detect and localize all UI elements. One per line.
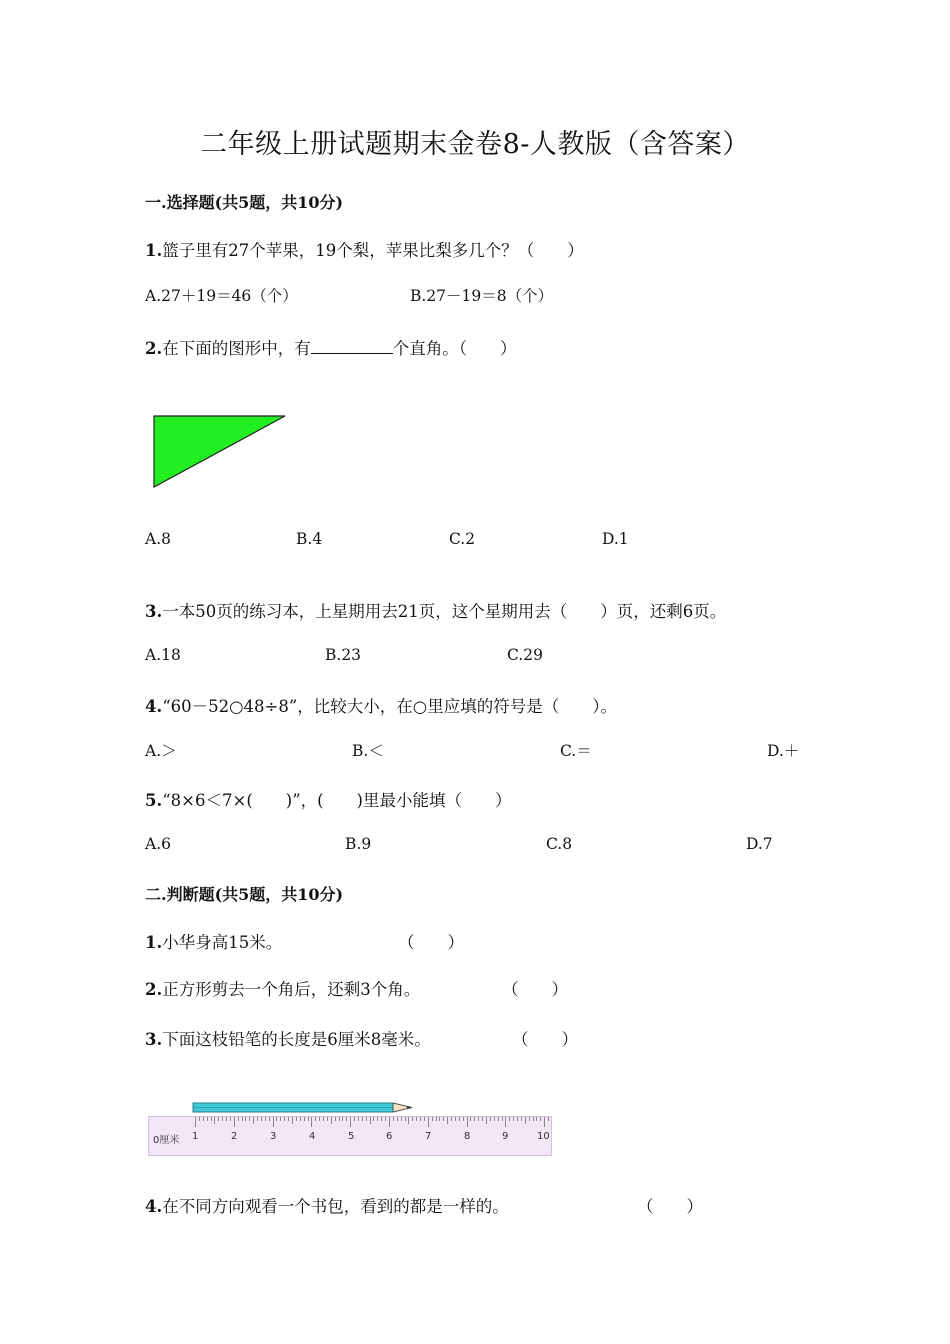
question-number: 3. [145, 1030, 163, 1049]
ruler-tick [420, 1117, 421, 1121]
question-number: 1. [145, 241, 163, 260]
pencil-icon [192, 1100, 422, 1116]
ruler-tick [211, 1117, 212, 1121]
ruler-number: 9 [502, 1131, 509, 1142]
ruler-tick [242, 1117, 243, 1121]
option-d[interactable]: D.1 [602, 530, 629, 548]
question-text: 篮子里有27个苹果，19个梨，苹果比梨多几个？（ ） [162, 241, 584, 260]
question-number: 3. [145, 602, 163, 621]
ruler-tick [517, 1117, 518, 1121]
ruler-tick [486, 1117, 487, 1124]
ruler-tick [311, 1117, 312, 1127]
option-d[interactable]: D.＋ [767, 742, 800, 760]
ruler-tick [393, 1117, 394, 1121]
answer-parentheses[interactable]: （ ） [637, 1197, 703, 1216]
ruler-tick [280, 1117, 281, 1121]
ruler-tick [366, 1117, 367, 1121]
option-b[interactable]: B.4 [296, 530, 323, 548]
judgement-1 [145, 929, 282, 953]
ruler-tick [276, 1117, 277, 1121]
ruler-tick [315, 1117, 316, 1121]
ruler-tick [389, 1117, 390, 1127]
section-heading-judgement: 二.判断题(共5题，共10分) [145, 885, 344, 904]
option-a[interactable]: A.8 [145, 530, 171, 548]
ruler-number: 8 [464, 1131, 471, 1142]
ruler-tick [195, 1117, 196, 1127]
option-a[interactable]: A.6 [145, 835, 171, 853]
ruler-tick [308, 1117, 309, 1121]
ruler-tick [544, 1117, 545, 1127]
ruler-tick [478, 1117, 479, 1121]
ruler-tick [253, 1117, 254, 1124]
ruler-tick [443, 1117, 444, 1121]
judgement-3 [145, 1026, 431, 1050]
ruler-number: 5 [348, 1131, 355, 1142]
ruler-tick [424, 1117, 425, 1121]
question-number: 2. [145, 980, 163, 999]
ruler-tick [490, 1117, 491, 1121]
option-b[interactable]: B.9 [345, 835, 372, 853]
ruler-number: 7 [425, 1131, 432, 1142]
answer-parentheses[interactable]: （ ） [502, 980, 568, 999]
question-number: 1. [145, 933, 163, 952]
answer-parentheses[interactable]: （ ） [398, 933, 464, 952]
section-heading-choice: 一.选择题(共5题，共10分) [145, 193, 344, 212]
ruler-tick [323, 1117, 324, 1121]
ruler-tick [401, 1117, 402, 1121]
question-number: 5. [145, 791, 163, 810]
ruler-tick [416, 1117, 417, 1121]
option-b[interactable]: B.27－19＝8（个） [410, 287, 554, 305]
ruler-tick [412, 1117, 413, 1121]
question-text: 在不同方向观看一个书包，看到的都是一样的。 [162, 1197, 509, 1216]
ruler [148, 1116, 552, 1156]
ruler-tick [525, 1117, 526, 1124]
ruler-tick [540, 1117, 541, 1121]
option-c[interactable]: C.＝ [560, 742, 592, 760]
ruler-tick [304, 1117, 305, 1121]
ruler-label: 0厘米 [153, 1135, 180, 1146]
ruler-tick [502, 1117, 503, 1121]
ruler-tick [373, 1117, 374, 1121]
ruler-number: 6 [386, 1131, 393, 1142]
ruler-tick [319, 1117, 320, 1121]
option-c[interactable]: C.2 [449, 530, 476, 548]
question-text: “60－52○48÷8”，比较大小，在○里应填的符号是（ ）。 [162, 697, 617, 716]
ruler-tick [265, 1117, 266, 1121]
ruler-tick [234, 1117, 235, 1127]
ruler-tick [296, 1117, 297, 1121]
ruler-tick [327, 1117, 328, 1121]
ruler-tick [226, 1117, 227, 1121]
right-triangle-figure [150, 412, 290, 492]
ruler-tick [335, 1117, 336, 1121]
option-c[interactable]: C.29 [507, 646, 543, 664]
ruler-tick [230, 1117, 231, 1121]
ruler-tick [474, 1117, 475, 1121]
question-number: 4. [145, 1197, 163, 1216]
ruler-tick [350, 1117, 351, 1127]
ruler-tick [451, 1117, 452, 1121]
ruler-number: 10 [537, 1131, 550, 1142]
ruler-tick [513, 1117, 514, 1121]
ruler-tick [470, 1117, 471, 1121]
option-b[interactable]: B.23 [325, 646, 362, 664]
ruler-tick [408, 1117, 409, 1124]
ruler-number: 3 [270, 1131, 277, 1142]
ruler-tick [436, 1117, 437, 1121]
option-a[interactable]: A.18 [145, 646, 181, 664]
question-text: 下面这枝铅笔的长度是6厘米8毫米。 [162, 1030, 431, 1049]
option-d[interactable]: D.7 [746, 835, 773, 853]
ruler-tick [273, 1117, 274, 1127]
ruler-tick [222, 1117, 223, 1121]
ruler-tick [385, 1117, 386, 1121]
question-text-before: 在下面的图形中，有 [162, 339, 311, 358]
question-2 [145, 335, 516, 359]
ruler-tick [203, 1117, 204, 1121]
ruler-tick [509, 1117, 510, 1121]
ruler-tick [494, 1117, 495, 1121]
ruler-tick [257, 1117, 258, 1121]
ruler-tick [405, 1117, 406, 1121]
answer-blank [311, 339, 393, 354]
ruler-tick [505, 1117, 506, 1127]
ruler-tick [536, 1117, 537, 1121]
ruler-tick [354, 1117, 355, 1121]
question-number: 4. [145, 697, 163, 716]
question-text: 正方形剪去一个角后，还剩3个角。 [162, 980, 421, 999]
ruler-tick [358, 1117, 359, 1121]
page-title: 二年级上册试题期末金卷8-人教版（含答案） [200, 129, 750, 160]
ruler-tick [269, 1117, 270, 1121]
ruler-tick [292, 1117, 293, 1124]
ruler-tick [362, 1117, 363, 1121]
ruler-number: 2 [231, 1131, 238, 1142]
ruler-tick [346, 1117, 347, 1121]
ruler-tick [397, 1117, 398, 1121]
question-text: “8×6＜7×( )”，( )里最小能填（ ） [162, 791, 512, 810]
ruler-tick [214, 1117, 215, 1124]
ruler-tick [439, 1117, 440, 1121]
ruler-tick [428, 1117, 429, 1127]
green-triangle [154, 416, 285, 487]
option-c[interactable]: C.8 [546, 835, 573, 853]
ruler-tick [455, 1117, 456, 1121]
ruler-tick [463, 1117, 464, 1121]
ruler-tick [370, 1117, 371, 1124]
pencil-ruler-figure [146, 1098, 556, 1160]
ruler-tick [284, 1117, 285, 1121]
question-4 [145, 693, 617, 717]
ruler-tick [245, 1117, 246, 1121]
ruler-tick [261, 1117, 262, 1121]
answer-parentheses[interactable]: （ ） [512, 1030, 578, 1049]
ruler-tick [300, 1117, 301, 1121]
question-text: 一本50页的练习本，上星期用去21页，这个星期用去（ ）页，还剩6页。 [162, 602, 727, 621]
ruler-tick [467, 1117, 468, 1127]
ruler-tick [207, 1117, 208, 1121]
judgement-4 [145, 1193, 509, 1217]
ruler-number: 1 [192, 1131, 199, 1142]
judgement-2 [145, 976, 420, 1000]
ruler-tick [548, 1117, 549, 1121]
ruler-tick [381, 1117, 382, 1121]
ruler-tick [447, 1117, 448, 1124]
ruler-tick [459, 1117, 460, 1121]
ruler-number: 4 [309, 1131, 316, 1142]
option-a[interactable]: A.27＋19＝46（个） [145, 287, 298, 305]
ruler-tick [529, 1117, 530, 1121]
option-a[interactable]: A.＞ [145, 742, 177, 760]
option-b[interactable]: B.＜ [352, 742, 384, 760]
ruler-tick [331, 1117, 332, 1124]
ruler-tick [199, 1117, 200, 1121]
question-text: 小华身高15米。 [162, 933, 283, 952]
question-text-after: 个直角。（ ） [392, 339, 517, 358]
question-3 [145, 598, 726, 622]
ruler-tick [342, 1117, 343, 1121]
ruler-tick [498, 1117, 499, 1121]
ruler-tick [482, 1117, 483, 1121]
ruler-tick [249, 1117, 250, 1121]
ruler-tick [218, 1117, 219, 1121]
ruler-tick [432, 1117, 433, 1121]
ruler-tick [521, 1117, 522, 1121]
ruler-tick [288, 1117, 289, 1121]
ruler-tick [238, 1117, 239, 1121]
question-1 [145, 237, 584, 261]
question-5 [145, 787, 512, 811]
question-number: 2. [145, 339, 163, 358]
ruler-tick [339, 1117, 340, 1121]
ruler-tick [377, 1117, 378, 1121]
ruler-tick [533, 1117, 534, 1121]
